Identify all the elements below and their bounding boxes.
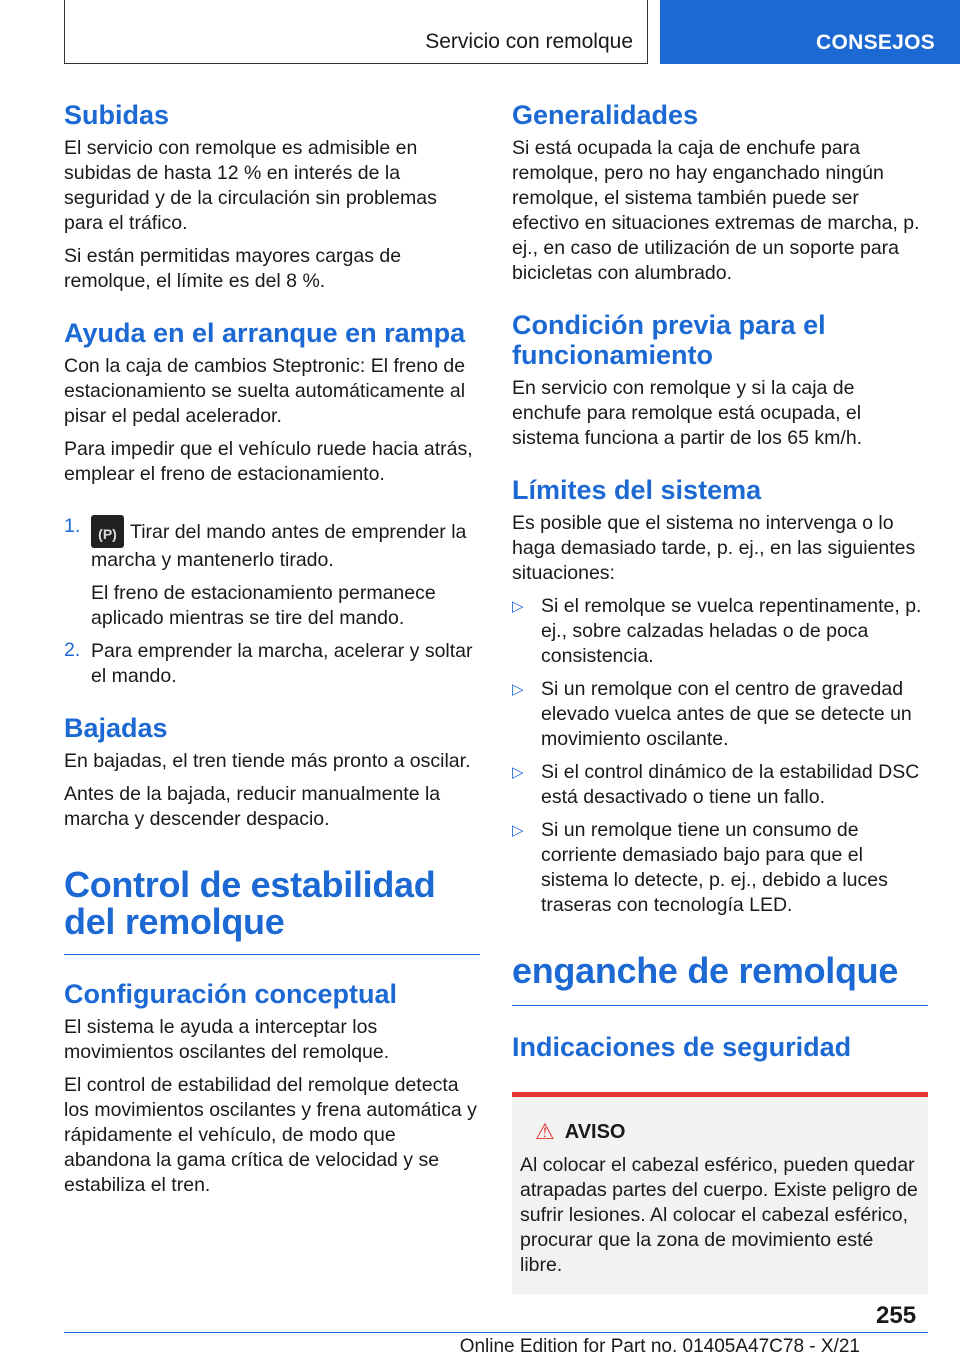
config-paragraph-1: El sistema le ayuda a interceptar los movimientos oscilantes del remolque. xyxy=(64,1016,390,1063)
bajadas-paragraph-1: En bajadas, el tren tiende más pronto a oscilar. xyxy=(64,750,471,772)
list-item xyxy=(64,639,480,689)
heading-enganche: enganche de remolque xyxy=(512,950,899,991)
list-item xyxy=(512,594,928,669)
heading-bajadas: Bajadas xyxy=(64,713,168,743)
list-item xyxy=(512,818,928,918)
config-paragraph-2: El control de estabilidad del remolque detecta los movimientos oscilantes y frena automática y rápidamente el vehículo, de modo que abandona la gama crítica de velocidad y se estabiliza el tren. xyxy=(64,1074,477,1196)
footer-edition-text: Online Edition for Part no. 01405A47C78 - X/21 xyxy=(459,1336,860,1357)
bullet-triangle-icon: ▷ xyxy=(512,822,524,839)
heading-subidas: Subidas xyxy=(64,100,170,130)
warning-triangle-icon: ⚠ xyxy=(535,1119,555,1144)
header-section-title: Servicio con remolque xyxy=(425,30,633,53)
bajadas-paragraph-2: Antes de la bajada, reducir manualmente la marcha y descender despacio. xyxy=(64,783,441,830)
condicion-paragraph: En servicio con remolque y si la caja de enchufe para remolque está ocupada, el sistema funciona a partir de los 65 km/h. xyxy=(512,377,863,449)
heading-generalidades: Generalidades xyxy=(512,100,699,130)
step-subtext: El freno de estacionamiento permanece aplicado mientras se tire del mando. xyxy=(91,582,436,629)
section-divider xyxy=(512,1005,928,1006)
rampa-paragraph-1: Con la caja de cambios Steptronic: El freno de estacionamiento se suelta automáticamente al pisar el pedal acelerador. xyxy=(64,355,466,427)
left-column xyxy=(64,100,480,1198)
bullet-text: Si el remolque se vuelca repentinamente, p. ej., sobre calzadas heladas o de poca consistencia. xyxy=(541,595,922,667)
heading-condicion-previa: Condición previa para el funcionamiento xyxy=(512,310,826,370)
step-text: Para emprender la marcha, acelerar y soltar el mando. xyxy=(91,640,473,687)
subidas-paragraph-1: El servicio con remolque es admisible en subidas de hasta 12 % en interés de la seguridad y de la circulación sin problemas para el tráfico. xyxy=(64,137,437,234)
step-number: 2. xyxy=(64,639,81,661)
rampa-paragraph-2: Para impedir que el vehículo ruede hacia atrás, emplear el freno de estacionamiento. xyxy=(64,438,473,485)
heading-control-estabilidad: Control de estabilidad del remolque xyxy=(64,864,436,942)
steps-list xyxy=(64,515,480,689)
bullet-triangle-icon: ▷ xyxy=(512,598,524,615)
heading-limites: Límites del sistema xyxy=(512,475,762,505)
footer-divider xyxy=(64,1332,928,1333)
step-text: Tirar del mando antes de emprender la marcha y mantenerlo tirado. xyxy=(91,521,467,571)
warning-label: AVISO xyxy=(564,1121,626,1143)
parking-brake-icon xyxy=(91,515,124,548)
limits-bullet-list xyxy=(512,594,928,918)
generalidades-paragraph: Si está ocupada la caja de enchufe para remolque, pero no hay enganchado ningún remolque, el sistema también puede ser efectivo en situaciones extremas de marcha, p. ej., en caso de utilización de un soporte para bicicletas con alumbrado. xyxy=(512,137,920,284)
bullet-triangle-icon: ▷ xyxy=(512,681,524,698)
list-item xyxy=(512,760,928,810)
heading-configuracion: Configuración conceptual xyxy=(64,979,398,1009)
limites-paragraph: Es posible que el sistema no intervenga o lo haga demasiado tarde, p. ej., en las siguientes situaciones: xyxy=(512,512,916,584)
bullet-triangle-icon: ▷ xyxy=(512,764,524,781)
header-frame xyxy=(64,0,648,64)
step-number: 1. xyxy=(64,515,81,537)
bullet-text: Si un remolque con el centro de gravedad elevado vuelca antes de que se detecte un movimiento oscilante. xyxy=(541,678,912,750)
heading-ayuda-rampa: Ayuda en el arranque en rampa xyxy=(64,318,466,348)
right-column xyxy=(512,100,928,1294)
subidas-paragraph-2: Si están permitidas mayores cargas de remolque, el límite es del 8 %. xyxy=(64,245,402,292)
warning-box xyxy=(512,1092,928,1294)
header-chapter-tab[interactable]: CONSEJOS xyxy=(660,0,960,64)
warning-title xyxy=(520,1119,920,1145)
bullet-text: Si un remolque tiene un consumo de corriente demasiado bajo para que el sistema lo detecte, p. ej., debido a luces traseras con tecnología LED. xyxy=(541,819,888,916)
list-item xyxy=(512,677,928,752)
section-divider xyxy=(64,954,480,955)
heading-indicaciones-seguridad: Indicaciones de seguridad xyxy=(512,1032,852,1062)
list-item xyxy=(64,515,480,631)
warning-text: Al colocar el cabezal esférico, pueden quedar atrapadas partes del cuerpo. Existe peligro de sufrir lesiones. Al colocar el cabezal esférico, procurar que la zona de movimiento esté libre. xyxy=(520,1154,918,1276)
page-number: 255 xyxy=(876,1302,917,1329)
bullet-text: Si el control dinámico de la estabilidad DSC está desactivado o tiene un fallo. xyxy=(541,761,920,808)
